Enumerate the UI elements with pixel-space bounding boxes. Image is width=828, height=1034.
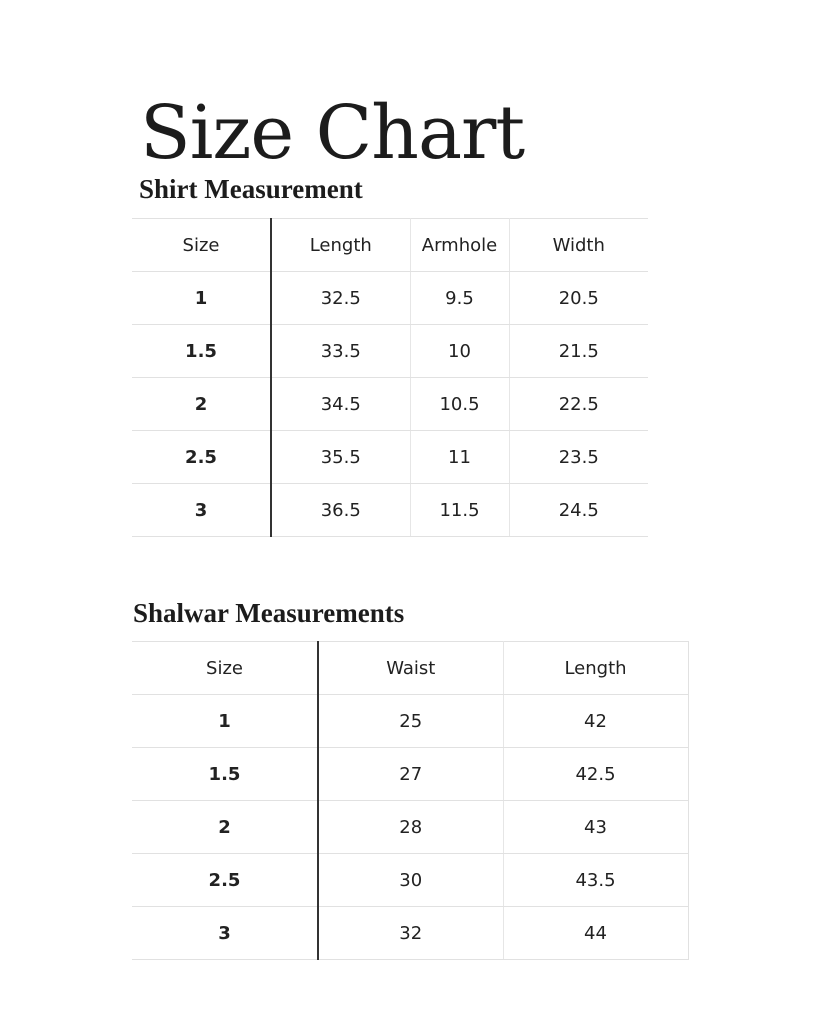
shirt-section-title: Shirt Measurement [139, 174, 363, 204]
length-cell: 35.5 [271, 431, 410, 484]
armhole-cell: 11.5 [410, 484, 509, 537]
armhole-cell: 10.5 [410, 378, 509, 431]
width-cell: 21.5 [509, 325, 648, 378]
column-header-size: Size [132, 219, 271, 272]
width-cell: 20.5 [509, 272, 648, 325]
table-row [132, 325, 648, 378]
size-cell: 3 [132, 484, 271, 537]
width-cell: 24.5 [509, 484, 648, 537]
size-cell: 2 [132, 801, 318, 854]
length-cell: 44 [503, 907, 688, 960]
table-header-row [132, 219, 648, 272]
table-row [132, 695, 688, 748]
width-cell: 22.5 [509, 378, 648, 431]
table-row [132, 378, 648, 431]
length-cell: 42 [503, 695, 688, 748]
size-cell: 1.5 [132, 325, 271, 378]
armhole-cell: 9.5 [410, 272, 509, 325]
size-cell: 1.5 [132, 748, 318, 801]
column-header-size: Size [132, 642, 318, 695]
waist-cell: 25 [318, 695, 503, 748]
column-header-length: Length [503, 642, 688, 695]
waist-cell: 32 [318, 907, 503, 960]
table-row [132, 272, 648, 325]
waist-cell: 30 [318, 854, 503, 907]
column-header-length: Length [271, 219, 410, 272]
table-row [132, 484, 648, 537]
size-cell: 2 [132, 378, 271, 431]
length-cell: 34.5 [271, 378, 410, 431]
size-cell: 2.5 [132, 431, 271, 484]
width-cell: 23.5 [509, 431, 648, 484]
size-cell: 1 [132, 272, 271, 325]
length-cell: 32.5 [271, 272, 410, 325]
table-row [132, 854, 688, 907]
table-row [132, 748, 688, 801]
armhole-cell: 10 [410, 325, 509, 378]
length-cell: 43.5 [503, 854, 688, 907]
table-header-row [132, 642, 688, 695]
length-cell: 43 [503, 801, 688, 854]
waist-cell: 28 [318, 801, 503, 854]
length-cell: 36.5 [271, 484, 410, 537]
column-header-armhole: Armhole [410, 219, 509, 272]
table-row [132, 431, 648, 484]
size-cell: 2.5 [132, 854, 318, 907]
size-cell: 3 [132, 907, 318, 960]
page-title: Size Chart [140, 90, 525, 176]
shalwar-size-table [132, 641, 689, 960]
table-row [132, 801, 688, 854]
size-cell: 1 [132, 695, 318, 748]
length-cell: 42.5 [503, 748, 688, 801]
waist-cell: 27 [318, 748, 503, 801]
length-cell: 33.5 [271, 325, 410, 378]
column-header-waist: Waist [318, 642, 503, 695]
table-row [132, 907, 688, 960]
armhole-cell: 11 [410, 431, 509, 484]
shirt-size-table [132, 218, 648, 537]
shalwar-section-title: Shalwar Measurements [133, 598, 405, 628]
column-header-width: Width [509, 219, 648, 272]
